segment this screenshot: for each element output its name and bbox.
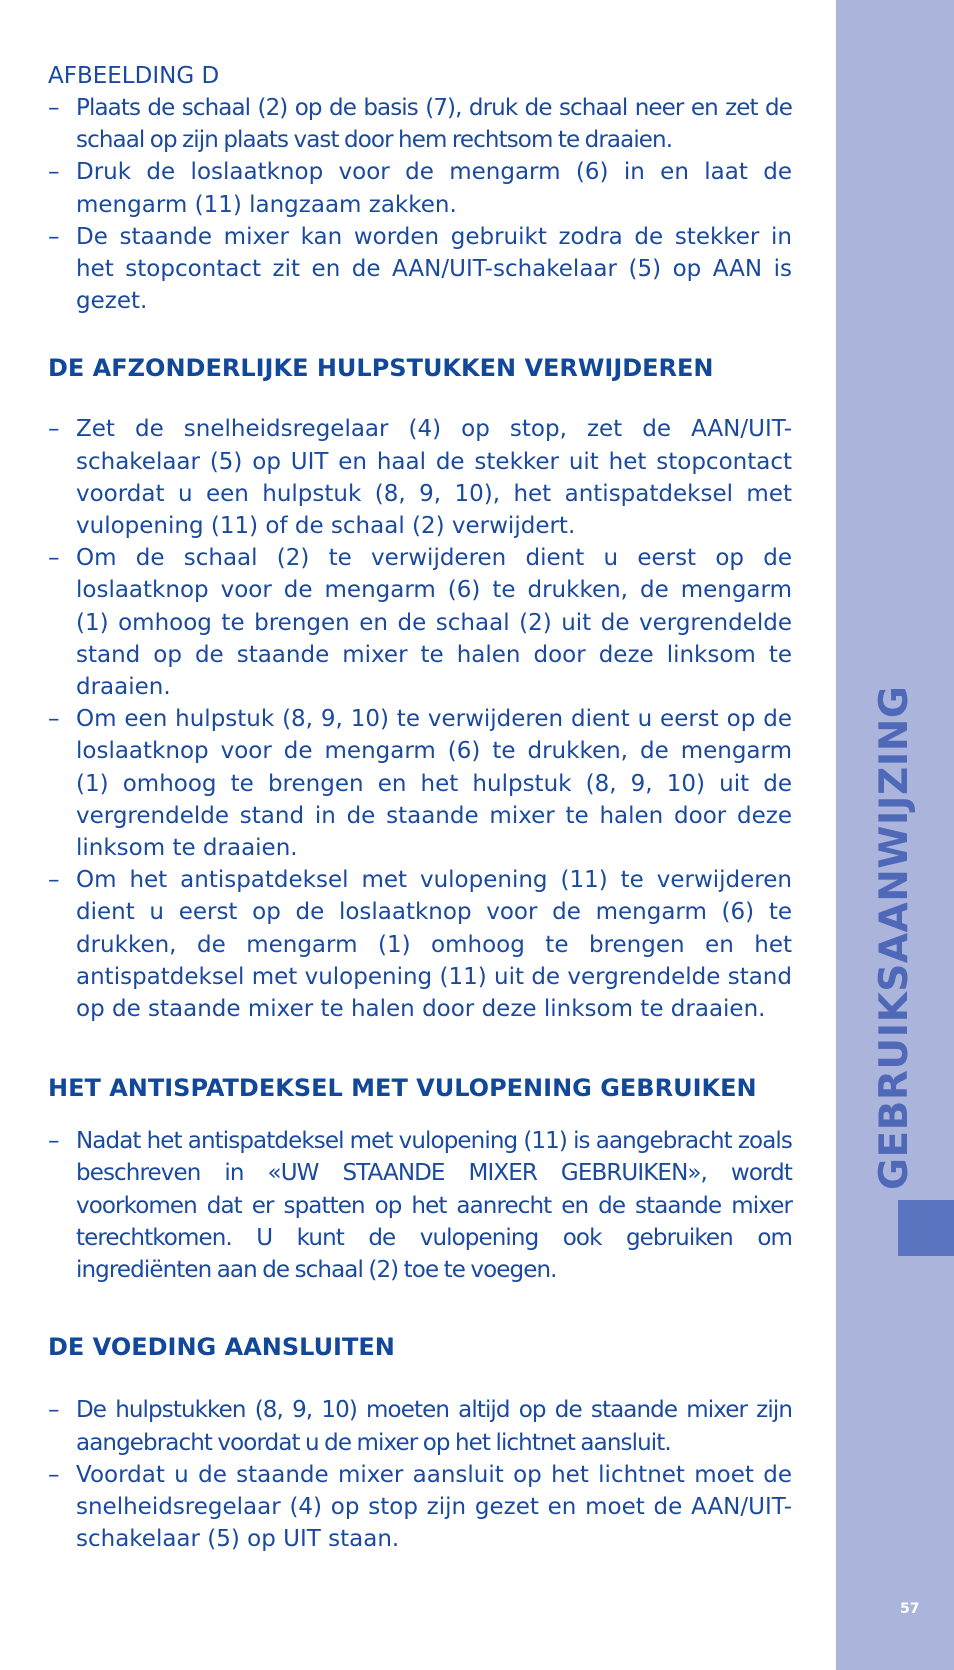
list-item: – Om de schaal (2) te verwijderen dient u eerst op de loslaatknop voor de mengarm (6) te drukken, de mengarm (1) omhoog te brengen en de schaal (2) uit de vergrendelde stand op de staande mixer te halen door deze linksom te draaien. xyxy=(48,542,792,703)
section-list xyxy=(48,1125,792,1286)
list-item: – Om het antispatdeksel met vulopening (11) te verwijderen dient u eerst op de loslaatknop voor de mengarm (6) te drukken, de mengarm (1) omhoog te brengen en het antispatdeksel met vulopening (11) uit de vergrendelde stand op de staande mixer te halen door deze linksom te draaien. xyxy=(48,864,792,1025)
list-item: – Voordat u de staande mixer aansluit op het lichtnet moet de snelheidsregelaar (4) op stop zijn gezet en moet de AAN/UIT-schakelaar (5) op UIT staan. xyxy=(48,1459,792,1556)
intro-list xyxy=(48,92,792,317)
page-content xyxy=(48,60,792,1555)
figure-label: AFBEELDING D xyxy=(48,63,220,89)
list-item: – Nadat het antispatdeksel met vulopening (11) is aangebracht zoals beschreven in «UW STAANDE MIXER GEBRUIKEN», wordt voorkomen dat er spatten op het aanrecht en de staande mixer terechtkomen. U kunt de vulopening ook gebruiken om ingrediënten aan de schaal (2) toe te voegen. xyxy=(48,1125,792,1286)
side-tab-band xyxy=(836,0,954,1670)
section-list xyxy=(48,413,792,1025)
tab-marker xyxy=(898,1200,954,1256)
list-item: – De staande mixer kan worden gebruikt zodra de stekker in het stopcontact zit en de AAN/UIT-schakelaar (5) op AAN is gezet. xyxy=(48,221,792,318)
list-item: – Zet de snelheidsregelaar (4) op stop, zet de AAN/UIT-schakelaar (5) op UIT en haal de stekker uit het stopcontact voordat u een hulpstuk (8, 9, 10), het antispatdeksel met vulopening (11) of de schaal (2) verwijdert. xyxy=(48,413,792,542)
section-heading: DE AFZONDERLIJKE HULPSTUKKEN VERWIJDEREN xyxy=(48,354,714,383)
list-item: – Om een hulpstuk (8, 9, 10) te verwijderen dient u eerst op de loslaatknop voor de mengarm (6) te drukken, de mengarm (1) omhoog te brengen en het hulpstuk (8, 9, 10) uit de vergrendelde stand in de staande mixer te halen door deze linksom te draaien. xyxy=(48,703,792,864)
list-item: – Druk de loslaatknop voor de mengarm (6) in en laat de mengarm (11) langzaam zakken. xyxy=(48,156,792,220)
list-item: – Plaats de schaal (2) op de basis (7), druk de schaal neer en zet de schaal op zijn plaats vast door hem rechtsom te draaien. xyxy=(48,92,792,156)
section-heading: HET ANTISPATDEKSEL MET VULOPENING GEBRUIKEN xyxy=(48,1074,757,1103)
page-number: 57 xyxy=(900,1601,920,1617)
section-heading: DE VOEDING AANSLUITEN xyxy=(48,1333,395,1362)
side-tab-label: GEBRUIKSAANWIJZING xyxy=(872,685,917,1190)
list-item: – De hulpstukken (8, 9, 10) moeten altijd op de staande mixer zijn aangebracht voordat u de mixer op het lichtnet aansluit. xyxy=(48,1394,792,1458)
section-list xyxy=(48,1394,792,1555)
